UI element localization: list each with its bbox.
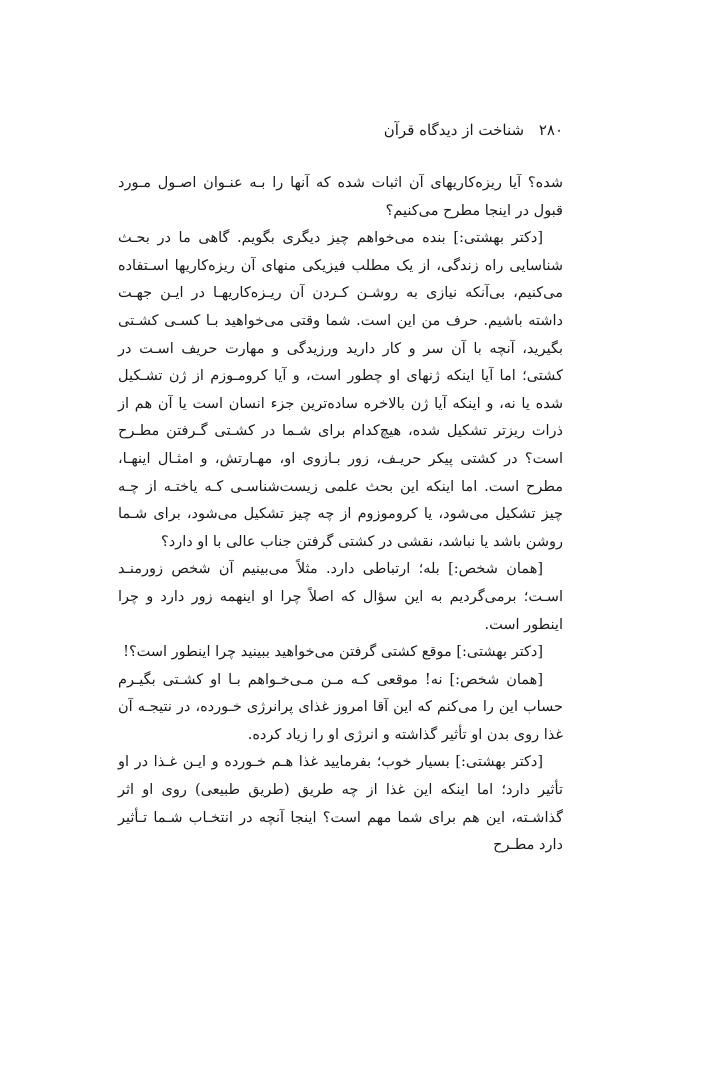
paragraph: [دکتر بهشتی:] موقع کشتی گرفتن می‌خواهید ببینید چرا اینطور است؟! bbox=[123, 644, 543, 661]
paragraph: [همان شخص:] بله؛ ارتباطی دارد. مثلاً می‌بینیم آن شخص زورمنـد اسـت؛ برمی‌گردیم به این سؤال که اصلاً چرا او اینهمه زور دارد و چرا اینطور است. bbox=[118, 561, 563, 633]
page-number: ۲۸۰ bbox=[538, 121, 563, 139]
paragraph: [دکتر بهشتی:] بسیار خوب؛ بفرمایید غذا هـم خـورده و ایـن غـذا در او تأثیر دارد؛ اما اینکه این غذا از چه طریق (طریق طبیعی) روی او اثر گذاشـته، این هم برای شما مهم است؟ اینجا آنچه در انتخـاب شـما تـأثیر دارد مطـرح bbox=[118, 754, 563, 854]
page-header bbox=[384, 120, 563, 140]
paragraph: [دکتر بهشتی:] بنده می‌خواهم چیز دیگری بگویم. گاهی ما در بحـث شناسایی راه زندگی، از یک مطلب فیزیکی منهای آن ریزه‌کاریها اسـتفاده می‌کنیم، بی‌آنکه نیازی به روشـن کـردن آن ریـزه‌کاریهـا در ایـن جهـت داشته باشیم. حرف من این است. شما وقتی می‌خواهید بـا کسـی کشـتی بگیرید، آنچه با آن سر و کار دارید ورزیدگی و مهارت حریف اسـت در کشتی؛ اما آیا اینکه ژنهای او چطور است، و آیا کرومـوزم از ژن تشـکیل شده یا نه، و اینکه آیا ژن بالاخره ساده‌ترین جزء انسان است یا آن هم از ذرات ریزتر تشکیل شده، هیچ‌کدام برای شـما در کشـتی گـرفتن مطـرح است؟ در کشتی پیکر حریـف، زور بـازوی او، مهـارتش، و امثـال اینهـا، مطرح است. اما اینکه این بحث علمی زیست‌شناسـی کـه یاختـه از چـه چیز تشکیل می‌شود، یا کروموزوم از چه چیز تشکیل می‌شود، برای شـما روشن باشد یا نباشد، نقشی در کشتی گرفتن جناب عالی با او دارد؟ bbox=[118, 230, 563, 550]
paragraph: شده؟ آیا ریزه‌کاریهای آن اثبات شده که آنها را بـه عنـوان اصـول مـورد قبول در اینجا مطرح می‌کنیم؟ bbox=[118, 175, 563, 219]
body-text bbox=[118, 170, 563, 860]
paragraph: [همان شخص:] نه! موقعی کـه مـن مـی‌خـواهم بـا او کشـتی بگیـرم حساب این را می‌کنم که این آقا امروز غذای پرانرژی خـورده، در نتیجـه آن غذا روی بدن او تأثیر گذاشته و انرژی او را زیاد کرده. bbox=[118, 671, 563, 743]
running-title: شناخت از دیدگاه قرآن bbox=[383, 121, 525, 139]
